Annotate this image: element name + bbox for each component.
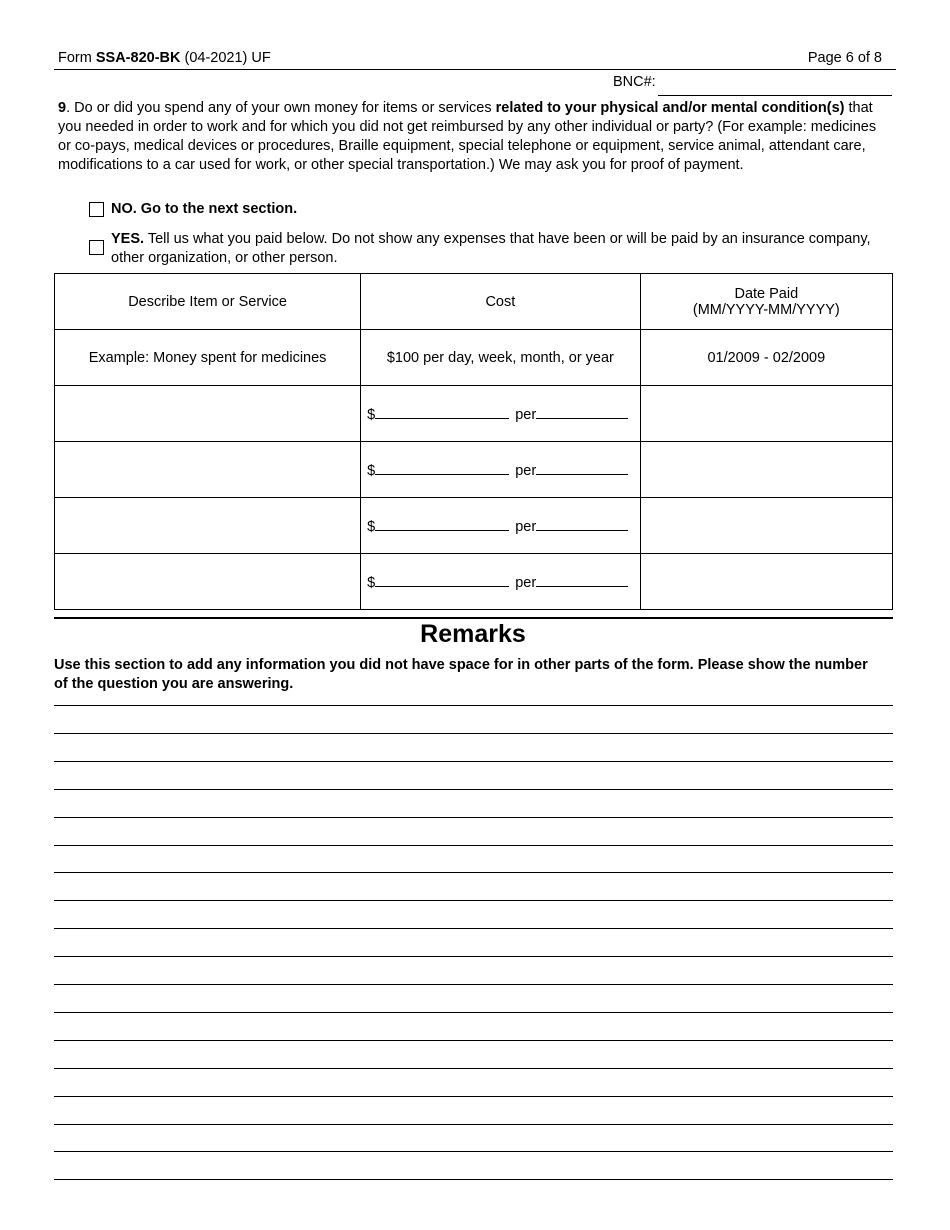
remarks-line[interactable] bbox=[54, 1068, 893, 1069]
no-option-label: NO. Go to the next section. bbox=[111, 201, 298, 217]
remarks-line[interactable] bbox=[54, 1040, 893, 1041]
bnc-label: BNC#: bbox=[613, 74, 656, 90]
remarks-instructions: Use this section to add any information you did not have space for in other parts of the form. Please show the number of the question you are answering. bbox=[54, 657, 868, 692]
table-row bbox=[55, 442, 893, 498]
item-input[interactable] bbox=[55, 386, 361, 442]
example-date: 01/2009 - 02/2009 bbox=[640, 330, 892, 386]
period-input[interactable] bbox=[536, 572, 628, 587]
remarks-line[interactable] bbox=[54, 705, 893, 706]
header-divider bbox=[54, 69, 896, 70]
remarks-line[interactable] bbox=[54, 1012, 893, 1013]
cost-cell: $ per bbox=[361, 442, 641, 498]
remarks-line[interactable] bbox=[54, 789, 893, 790]
period-input[interactable] bbox=[536, 516, 628, 531]
cost-cell: $ per bbox=[361, 554, 641, 610]
remarks-line[interactable] bbox=[54, 845, 893, 846]
remarks-line[interactable] bbox=[54, 928, 893, 929]
remarks-title: Remarks bbox=[420, 620, 526, 648]
amount-input[interactable] bbox=[375, 516, 509, 531]
remarks-line[interactable] bbox=[54, 1124, 893, 1125]
item-input[interactable] bbox=[55, 442, 361, 498]
yes-checkbox[interactable] bbox=[89, 240, 104, 255]
remarks-line[interactable] bbox=[54, 1179, 893, 1180]
remarks-line[interactable] bbox=[54, 817, 893, 818]
amount-input[interactable] bbox=[375, 572, 509, 587]
remarks-line[interactable] bbox=[54, 1151, 893, 1152]
remarks-line[interactable] bbox=[54, 761, 893, 762]
remarks-line[interactable] bbox=[54, 984, 893, 985]
period-input[interactable] bbox=[536, 460, 628, 475]
table-row bbox=[55, 386, 893, 442]
remarks-line[interactable] bbox=[54, 1096, 893, 1097]
date-input[interactable] bbox=[640, 498, 892, 554]
header-date: Date Paid (MM/YYYY-MM/YYYY) bbox=[640, 274, 892, 330]
form-id: Form SSA-820-BK (04-2021) UF bbox=[58, 50, 271, 66]
table-row bbox=[55, 554, 893, 610]
date-input[interactable] bbox=[640, 554, 892, 610]
expenses-table bbox=[54, 273, 893, 610]
remarks-line[interactable] bbox=[54, 900, 893, 901]
remarks-divider bbox=[54, 617, 893, 619]
amount-input[interactable] bbox=[375, 404, 509, 419]
date-input[interactable] bbox=[640, 442, 892, 498]
bnc-input-line[interactable] bbox=[658, 95, 892, 96]
example-cost: $100 per day, week, month, or year bbox=[361, 330, 641, 386]
cost-cell: $ per bbox=[361, 386, 641, 442]
header-cost: Cost bbox=[361, 274, 641, 330]
table-header-row bbox=[55, 274, 893, 330]
item-input[interactable] bbox=[55, 554, 361, 610]
question-number: 9 bbox=[58, 100, 67, 116]
remarks-line[interactable] bbox=[54, 872, 893, 873]
example-row bbox=[55, 330, 893, 386]
page-number: Page 6 of 8 bbox=[807, 50, 882, 66]
question-9: 9. Do or did you spend any of your own money for items or services related to your physical and/or mental condition(s) that you needed in order to work and for which you did not get reimbursed by any other individual or party? (For example: medicines or co-pays, medical devices or procedures, Braille equipment, special telephone or equipment, service animal, attendant care, modifications to a car used for work, or other special transportation.) We may ask you for proof of payment. bbox=[58, 100, 877, 173]
header-item: Describe Item or Service bbox=[55, 274, 361, 330]
date-input[interactable] bbox=[640, 386, 892, 442]
cost-cell: $ per bbox=[361, 498, 641, 554]
remarks-line[interactable] bbox=[54, 733, 893, 734]
remarks-line[interactable] bbox=[54, 956, 893, 957]
table-row bbox=[55, 498, 893, 554]
no-checkbox[interactable] bbox=[89, 202, 104, 217]
amount-input[interactable] bbox=[375, 460, 509, 475]
yes-option-label: YES. Tell us what you paid below. Do not show any expenses that have been or will be paid by an insurance company, other organization, or other person. bbox=[111, 231, 871, 266]
period-input[interactable] bbox=[536, 404, 628, 419]
item-input[interactable] bbox=[55, 498, 361, 554]
example-item: Example: Money spent for medicines bbox=[55, 330, 361, 386]
